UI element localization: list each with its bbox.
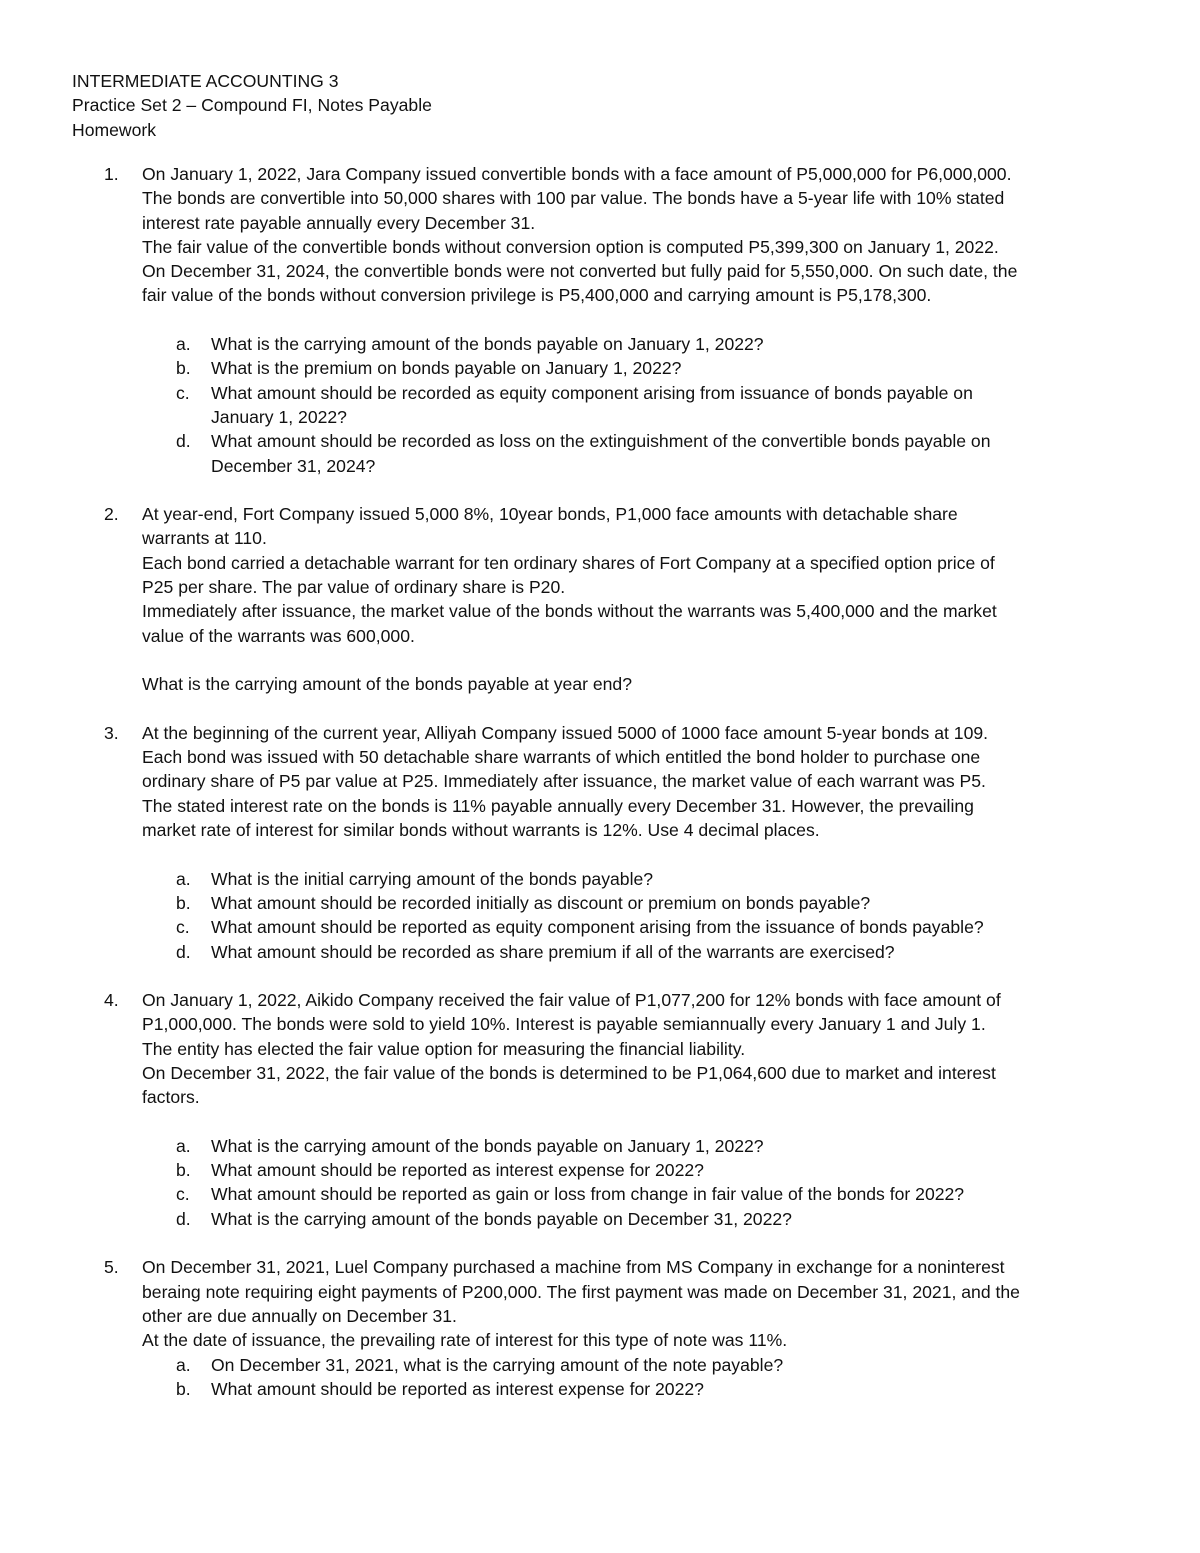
question-text: What amount should be recorded as share premium if all of the warrants are exercised? [211, 941, 895, 962]
question-text: What amount should be recorded as loss on the extinguishment of the convertible bonds payable on December 31, 2024? [211, 431, 991, 476]
question-text: What amount should be recorded initially as discount or premium on bonds payable? [211, 892, 871, 913]
course-title: INTERMEDIATE ACCOUNTING 3 [72, 71, 339, 91]
question-letter: a. [176, 1135, 191, 1156]
problem-1 [72, 162, 1132, 478]
question-item [142, 1134, 1132, 1158]
question-letter: b. [176, 1160, 191, 1181]
problem-4 [72, 988, 1132, 1231]
question-list [142, 1353, 1132, 1402]
problem-number: 1. [104, 164, 119, 184]
problem-number: 4. [104, 990, 119, 1011]
question-letter: a. [176, 334, 191, 355]
question-text: What is the carrying amount of the bonds payable on December 31, 2022? [211, 1208, 792, 1229]
question-item [142, 381, 1132, 430]
question-item [142, 867, 1132, 891]
document-header [72, 69, 432, 142]
problem-5 [72, 1255, 1132, 1401]
question-letter: d. [176, 941, 191, 962]
question-letter: d. [176, 431, 191, 452]
question-item [142, 1377, 1132, 1401]
question-text: What is the premium on bonds payable on January 1, 2022? [211, 358, 682, 379]
question-list [142, 1134, 1132, 1231]
problem-text: On December 31, 2021, Luel Company purchased a machine from MS Company in exchange for a noninterest beraing note requiring eight payments of P200,000. The first payment was made on December 31, 2021, and the other are due annually on December 31. At the date of issuance, the prevailing rate of interest for this type of note was 11%. [142, 1257, 1020, 1351]
problem-text: At year-end, Fort Company issued 5,000 8%, 10year bonds, P1,000 face amounts with detachable share warrants at 110. Each bond carried a detachable warrant for ten ordinary shares of Fort Company at a specified option price of P25 per share. The par value of ordinary share is P20. Immediately after issuance, the market value of the bonds without the warrants was 5,400,000 and the market value of the warrants was 600,000. [142, 504, 997, 646]
problem-text: On January 1, 2022, Aikido Company received the fair value of P1,077,200 for 12% bonds with face amount of P1,000,000. The bonds were sold to yield 10%. Interest is payable semiannually every January 1 and July 1. The entity has elected the fair value option for measuring the financial liability. On December 31, 2022, the fair value of the bonds is determined to be P1,064,600 due to market and interest factors. [142, 990, 1001, 1108]
question-text: What amount should be reported as equity component arising from the issuance of bonds payable? [211, 917, 984, 938]
question-item [142, 891, 1132, 915]
problem-text: On January 1, 2022, Jara Company issued convertible bonds with a face amount of P5,000,000 for P6,000,000. The bonds are convertible into 50,000 shares with 100 par value. The bonds have a 5-year life with 10% stated interest rate payable annually every December 31. The fair value of the convertible bonds without conversion option is computed P5,399,300 on January 1, 2022. On December 31, 2024, the convertible bonds were not converted but fully paid for 5,550,000. On such date, the fair value of the bonds without conversion privilege is P5,400,000 and carrying amount is P5,178,300. [142, 164, 1018, 306]
question-text: What is the carrying amount of the bonds payable at year end? [142, 674, 632, 695]
question-item [142, 356, 1132, 380]
question-item [142, 1353, 1132, 1377]
problem-3 [72, 721, 1132, 964]
question-text: What amount should be reported as interest expense for 2022? [211, 1160, 704, 1181]
question-letter: a. [176, 1354, 191, 1375]
problem-number: 2. [104, 504, 119, 525]
question-letter: b. [176, 1378, 191, 1399]
question-letter: a. [176, 868, 191, 889]
problem-number: 3. [104, 722, 119, 743]
question-text: On December 31, 2021, what is the carrying amount of the note payable? [211, 1354, 784, 1375]
question-letter: b. [176, 892, 191, 913]
question-item [142, 1207, 1132, 1231]
problem-list [72, 162, 1132, 1401]
question-letter: b. [176, 358, 191, 379]
question-text: What amount should be recorded as equity component arising from issuance of bonds payable on January 1, 2022? [211, 382, 973, 427]
question-list [142, 867, 1132, 964]
question-letter: c. [176, 1184, 190, 1205]
question-item [142, 332, 1132, 356]
problem-2 [72, 502, 1132, 696]
question-text: What amount should be reported as interest expense for 2022? [211, 1378, 704, 1399]
problem-text: At the beginning of the current year, Alliyah Company issued 5000 of 1000 face amount 5-year bonds at 109. Each bond was issued with 50 detachable share warrants of which entitled the bond holder to purchase one ordinary share of P5 par value at P25. Immediately after issuance, the market value of each warrant was P5. The stated interest rate on the bonds is 11% payable annually every December 31. However, the prevailing market rate of interest for similar bonds without warrants is 12%. Use 4 decimal places. [142, 722, 989, 841]
question-item [142, 1182, 1132, 1206]
question-letter: d. [176, 1208, 191, 1229]
question-item [142, 429, 1132, 478]
problem-number: 5. [104, 1257, 119, 1278]
question-list [142, 332, 1132, 478]
question-item [142, 940, 1132, 964]
question-letter: c. [176, 917, 190, 938]
question-item [142, 915, 1132, 939]
practice-set-title: Practice Set 2 – Compound FI, Notes Payable [72, 95, 432, 116]
assignment-type: Homework [72, 119, 157, 140]
question-text: What is the initial carrying amount of the bonds payable? [211, 868, 654, 889]
question-text: What is the carrying amount of the bonds payable on January 1, 2022? [211, 334, 764, 355]
question-text: What amount should be reported as gain or loss from change in fair value of the bonds for 2022? [211, 1184, 965, 1205]
question-item [142, 1158, 1132, 1182]
question-letter: c. [176, 382, 190, 403]
question-text: What is the carrying amount of the bonds payable on January 1, 2022? [211, 1135, 764, 1156]
